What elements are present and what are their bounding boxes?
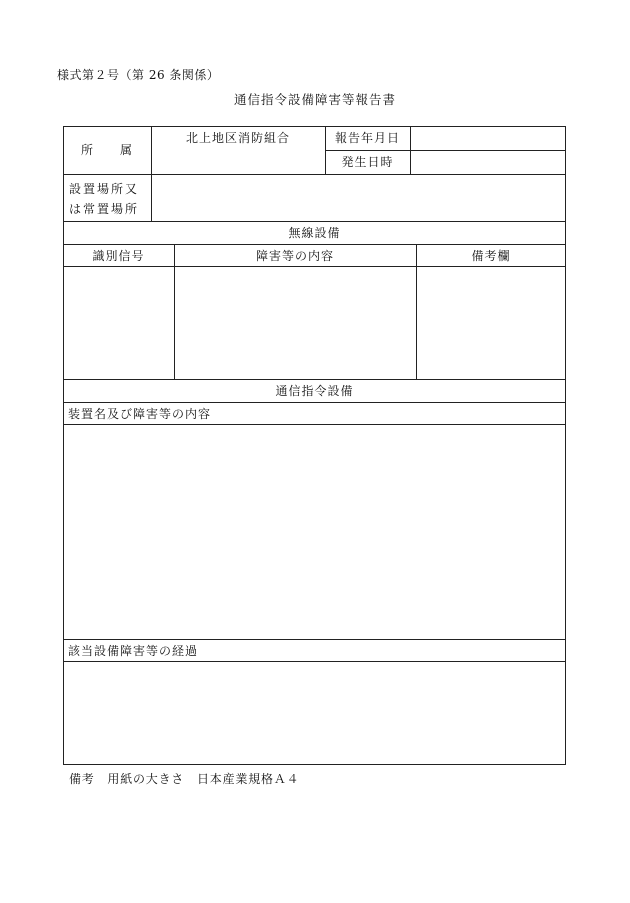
location-label-line1: 設置場所又 <box>69 182 140 196</box>
column-header-remarks: 備考欄 <box>471 249 511 263</box>
report-form <box>63 126 566 765</box>
id-signal-field[interactable] <box>64 267 174 379</box>
occurrence-datetime-label: 発生日時 <box>341 155 394 169</box>
radio-section-title: 無線設備 <box>288 226 341 240</box>
form-number: 様式第２号（第 26 条関係） <box>57 68 220 82</box>
location-field[interactable] <box>152 175 566 221</box>
document-title: 通信指令設備障害等報告書 <box>233 92 396 107</box>
progress-label: 該当設備障害等の経過 <box>68 644 199 658</box>
column-header-contents: 障害等の内容 <box>255 249 334 263</box>
device-contents-field[interactable] <box>64 425 566 639</box>
column-header-id-signal: 識別信号 <box>92 249 145 263</box>
progress-field[interactable] <box>64 662 566 765</box>
footer-note: 備考 用紙の大きさ 日本産業規格Ａ４ <box>69 772 300 786</box>
device-contents-label: 装置名及び障害等の内容 <box>68 407 212 421</box>
contents-field[interactable] <box>175 267 416 379</box>
occurrence-datetime-field[interactable] <box>410 151 566 174</box>
affiliation-value[interactable]: 北上地区消防組合 <box>185 131 290 145</box>
dispatch-section-title: 通信指令設備 <box>275 384 354 398</box>
affiliation-label: 所 属 <box>80 143 133 157</box>
location-label-line2: は常置場所 <box>69 202 140 216</box>
report-date-label: 報告年月日 <box>334 131 400 145</box>
report-date-field[interactable] <box>410 127 566 150</box>
remarks-field[interactable] <box>417 267 566 379</box>
